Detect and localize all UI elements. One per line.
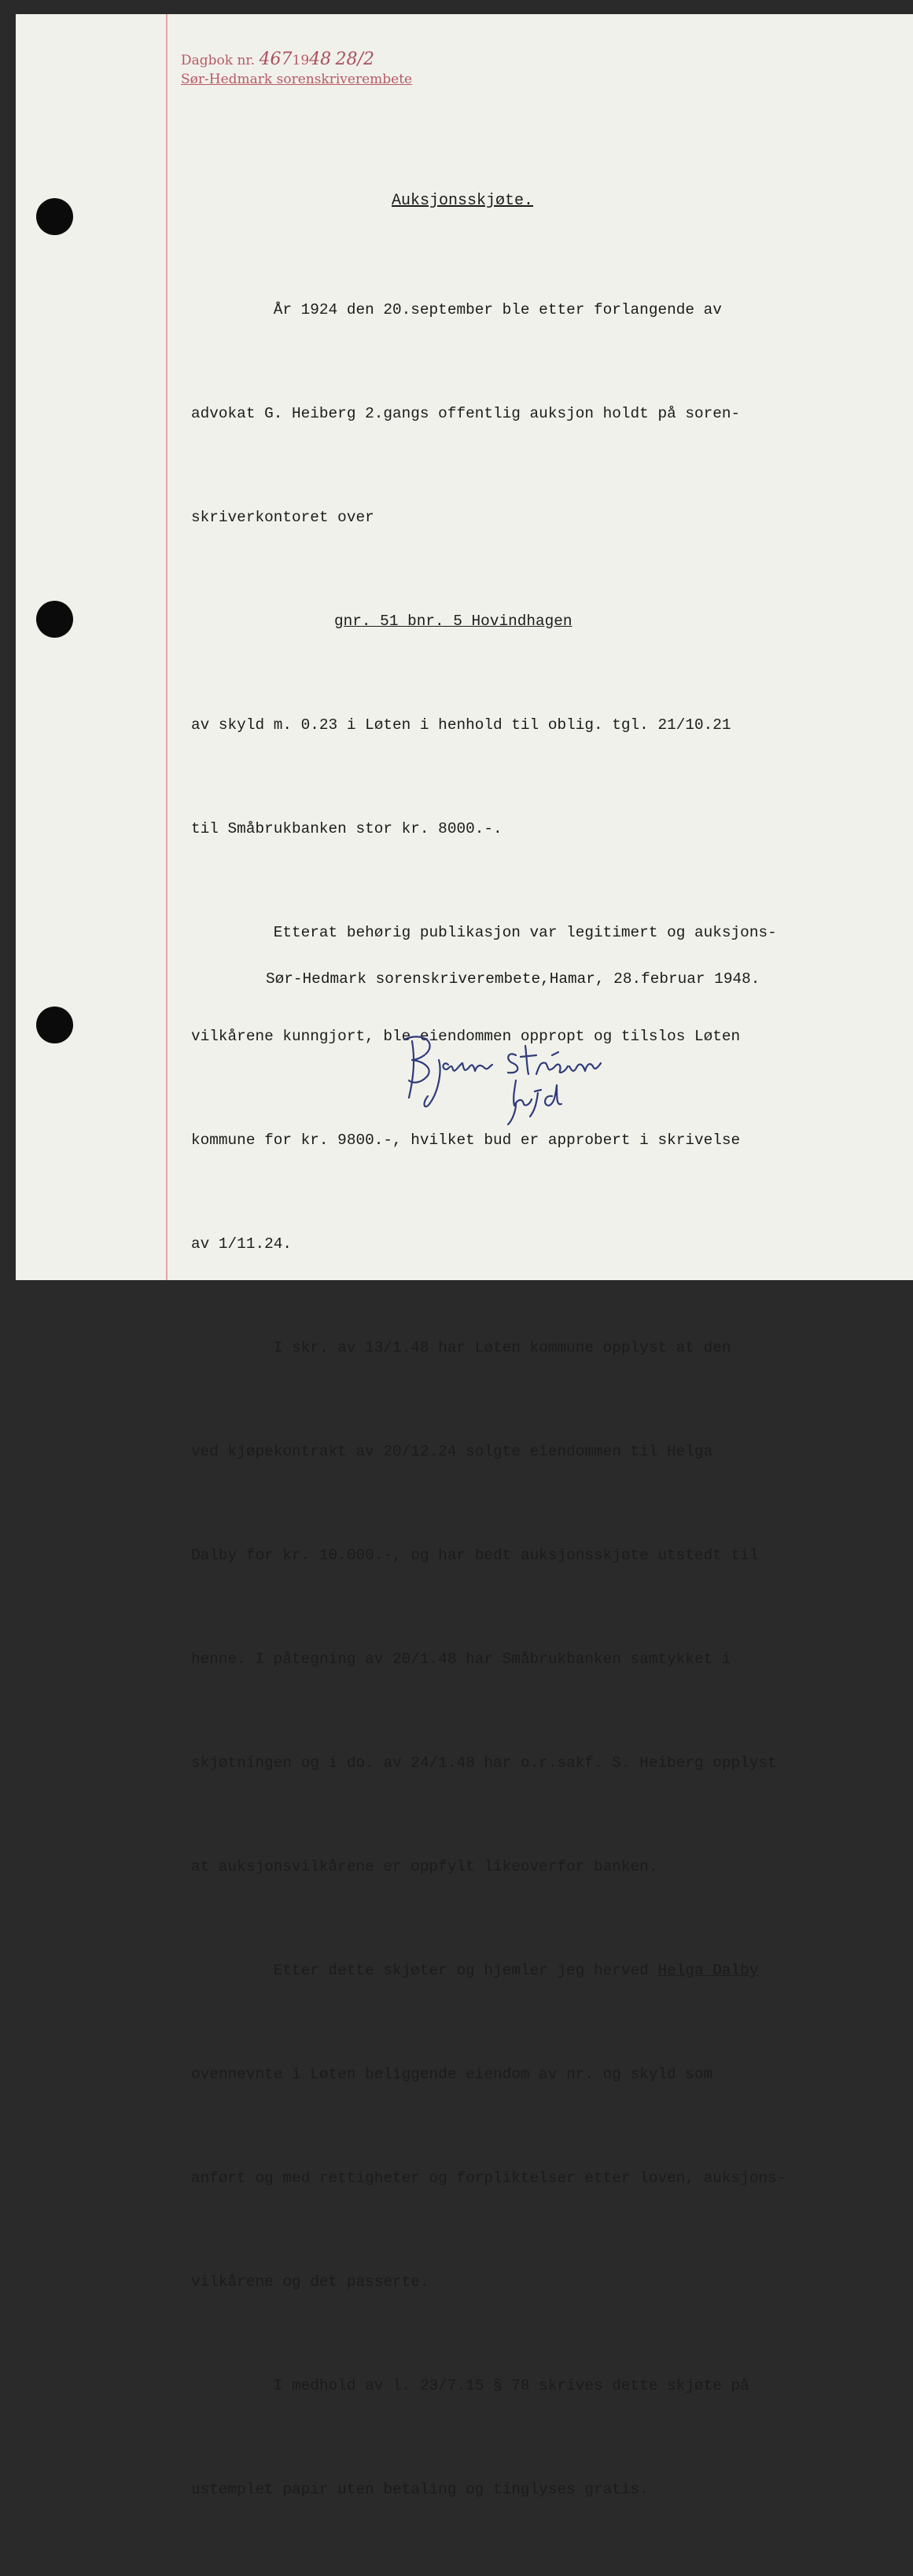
text-line: skriverkontoret over — [191, 509, 374, 526]
document-body — [191, 223, 899, 2576]
stamp-year-suffix: 48 — [309, 50, 332, 69]
buyer-name: Helga Dalby — [657, 1962, 759, 1979]
property-id: gnr. 51 bnr. 5 Hovindhagen — [334, 613, 572, 630]
text-line: ved kjøpekontrakt av 20/12.24 solgte eiendommen til Helga — [191, 1443, 713, 1460]
text-line: Dalby for kr. 10.000.-, og har bedt auksjonsskjøte utstedt til — [191, 1547, 759, 1564]
stamp-date: 28/2 — [335, 50, 374, 69]
text-line: til Småbrukbanken stor kr. 8000.-. — [191, 820, 503, 837]
conveyance-line — [191, 1953, 899, 1988]
conveyance-text: Etter dette skjøter og hjemler jeg herved — [191, 1962, 658, 1979]
text-line: vilkårene kunngjort, ble eiendommen oppropt og tilslos Løten — [191, 1028, 741, 1045]
punch-hole — [36, 1006, 73, 1043]
property-line — [191, 604, 899, 638]
text-line: Etterat behørig publikasjon var legitimert og auksjons- — [191, 924, 777, 941]
text-line: henne. I påtegning av 20/1.48 har Småbrukbanken samtykket i — [191, 1650, 731, 1668]
stamp-year-prefix: 19 — [292, 53, 310, 68]
text-line: ovennevnte i Løten beliggende eiendom av nr. og skyld som — [191, 2066, 713, 2083]
text-line: I skr. av 13/1.48 har Løten kommune opplyst at den — [191, 1339, 731, 1356]
text-line: at auksjonsvilkårene er oppfylt likeoverfor banken. — [191, 1858, 658, 1875]
text-line: vilkårene og det passerte. — [191, 2273, 429, 2291]
text-line: ustemplet papir uten betaling og tinglyses gratis. — [191, 2481, 649, 2498]
text-line: av 1/11.24. — [191, 1235, 292, 1253]
margin-line — [166, 14, 168, 1280]
document-title: Auksjonsskjøte. — [392, 192, 534, 210]
signature-drawing — [398, 1029, 634, 1131]
closing-place-date: Sør-Hedmark sorenskriverembete,Hamar, 28.februar 1948. — [266, 970, 760, 988]
text-line: anført og med rettigheter og forpliktelser etter loven, auksjons- — [191, 2169, 786, 2187]
punch-hole — [36, 198, 73, 235]
punch-hole — [36, 601, 73, 638]
text-line: av skyld m. 0.23 i Løten i henhold til oblig. tgl. 21/10.21 — [191, 716, 731, 734]
text-line: kommune for kr. 9800.-, hvilket bud er approbert i skrivelse — [191, 1132, 741, 1149]
document-page — [16, 14, 913, 2498]
stamp-office: Sør-Hedmark sorenskriverembete — [181, 72, 413, 87]
text-line: I medhold av l. 23/7.15 § 78 skrives dette skjøte på — [191, 2377, 749, 2394]
text-line: År 1924 den 20.september ble etter forlangende av — [191, 301, 722, 318]
diary-stamp — [181, 50, 412, 89]
stamp-label: Dagbok nr. — [181, 53, 256, 68]
text-line: advokat G. Heiberg 2.gangs offentlig auksjon holdt på soren- — [191, 405, 741, 422]
stamp-number: 467 — [259, 50, 293, 69]
stamp-line-1 — [181, 50, 412, 70]
text-line: skjøtningen og i do. av 24/1.48 har o.r.sakf. S. Heiberg opplyst — [191, 1754, 777, 1772]
handwritten-signature — [398, 1029, 634, 1135]
